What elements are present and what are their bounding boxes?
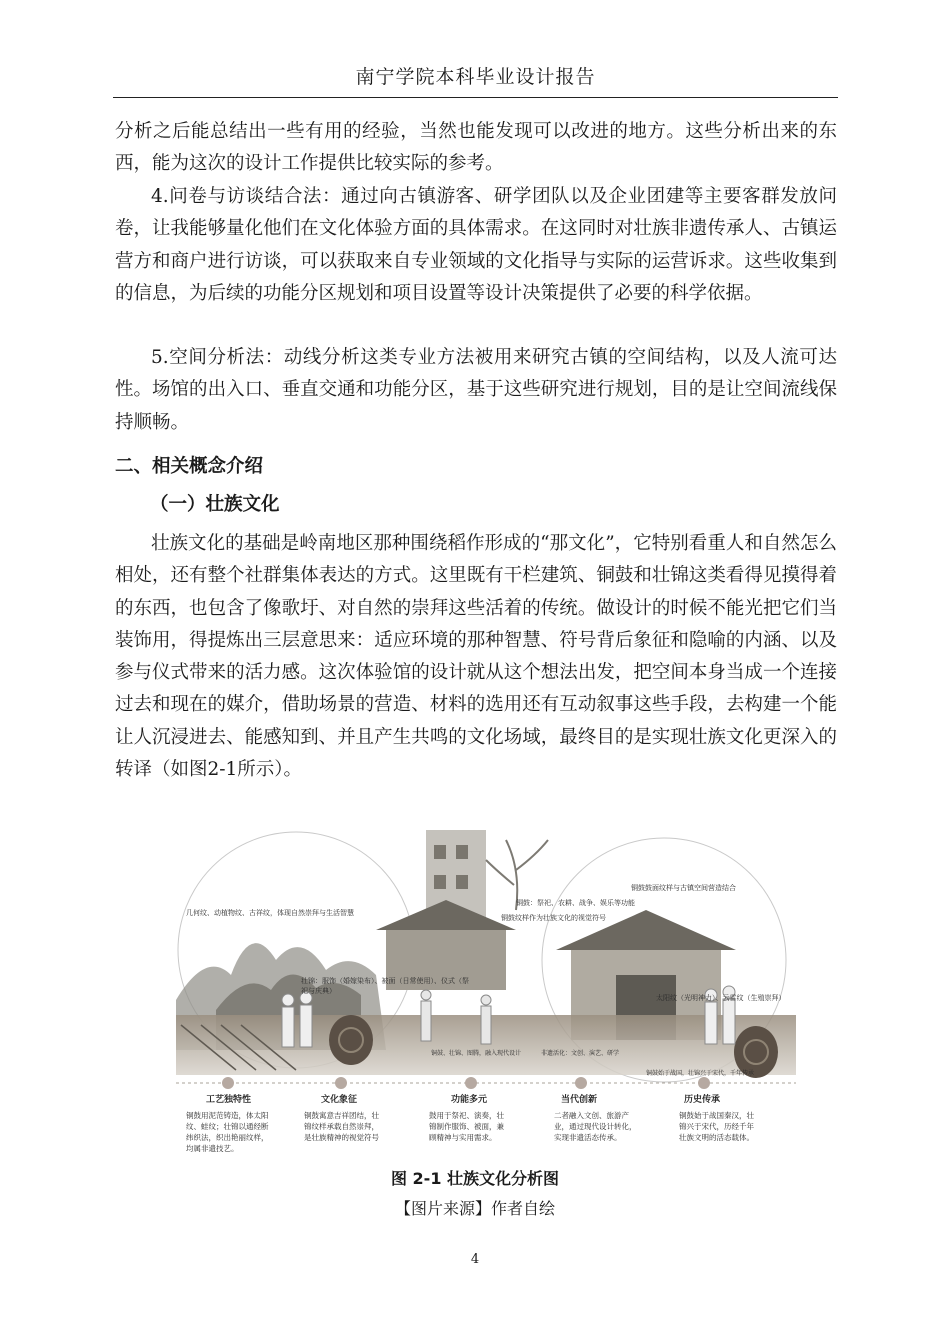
- annotation-heritage: 非遗活化：文创、演艺、研学: [541, 1050, 620, 1057]
- category-title-symbol: 文化象征: [321, 1095, 358, 1105]
- figure-caption-title: 图 2-1 壮族文化分析图: [390, 1169, 560, 1188]
- timeline-node-5: [698, 1077, 710, 1089]
- category-desc-symbol-2: 锦纹样承载自然崇拜，: [304, 1122, 379, 1131]
- category-desc-symbol-1: 铜鼓寓意吉祥团结，壮: [304, 1111, 379, 1120]
- paragraph-method-4: 4.问卷与访谈结合法：通过向古镇游客、研学团队以及企业团建等主要客群发放问卷，让我能够量化他们在文化体验方面的具体需求。在这同时对壮族非遗传承人、古镇运营方和商户进行访谈，可以获取来自专业领域的文化指导与实际的运营诉求。这些收集到的信息，为后续的功能分区规划和项目设置等设计决策提供了必要的科学依据。: [115, 186, 837, 304]
- timeline-node-4: [575, 1077, 587, 1089]
- category-desc-innovation-2: 业，通过现代设计转化，: [554, 1122, 637, 1131]
- category-desc-craft-3: 纬织法，织出艳丽纹样，: [186, 1133, 269, 1142]
- page-number: 4: [470, 1252, 480, 1267]
- category-desc-craft-4: 均属非遗技艺。: [186, 1144, 239, 1153]
- category-desc-craft-1: 铜鼓用泥范铸造，体太阳: [186, 1111, 269, 1120]
- stilt-house-roof: [376, 900, 516, 930]
- annotation-modern: 铜鼓、壮锦、图腾，融入现代设计: [431, 1050, 522, 1057]
- figure-zhuang-culture-analysis: [176, 800, 796, 1180]
- category-desc-innovation-3: 实现非遗活态传承。: [554, 1133, 622, 1142]
- section-heading: 二、相关概念介绍: [115, 456, 264, 477]
- category-title-craft: 工艺独特性: [206, 1095, 252, 1105]
- category-title-history: 历史传承: [684, 1095, 721, 1105]
- category-desc-function-3: 顾精神与实用需求。: [429, 1133, 497, 1142]
- category-desc-craft-2: 纹、蛙纹；壮锦以通经断: [186, 1122, 269, 1131]
- header-rule: [113, 97, 838, 98]
- paragraph-zhuang-culture: 壮族文化的基础是岭南地区那种围绕稻作形成的“那文化”，它特别看重人和自然怎么相处，还有整个社群集体表达的方式。这里既有干栏建筑、铜鼓和壮锦这类看得见摸得着的东西，也包含了像歌圩、对自然的崇拜这些活着的传统。做设计的时候不能光把它们当装饰用，得提炼出三层意思来：适应环境的那种智慧、符号背后象征和隐喻的内涵、以及参与仪式带来的活力感。这次体验馆的设计就从这个想法出发，把空间本身当成一个连接过去和现在的媒介，借助场景的营造、材料的选用还有互动叙事这些手段，去构建一个能让人沉浸进去、能感知到、并且产生共鸣的文化场域，最终目的是实现壮族文化更深入的转译（如图2-1所示）。: [115, 533, 837, 781]
- category-desc-innovation-1: 二者融入文创、旅游产: [554, 1111, 629, 1120]
- annotation-history: 铜鼓始于战国，壮锦兴于宋代，千年传承: [646, 1070, 755, 1077]
- category-desc-symbol-3: 是壮族精神的视觉符号: [304, 1133, 379, 1142]
- annotation-brocade-2: 祀与庆典）: [301, 987, 336, 995]
- category-title-innovation: 当代创新: [561, 1095, 598, 1105]
- category-desc-history-2: 锦兴于宋代，历经千年: [679, 1122, 754, 1131]
- category-title-function: 功能多元: [451, 1095, 488, 1105]
- annotation-space: 铜鼓鼓面纹样与古镇空间营造结合: [631, 884, 736, 892]
- category-desc-history-3: 壮族文明的活态载体。: [679, 1133, 754, 1142]
- annotation-drum-symbol: 铜鼓纹样作为壮族文化的视觉符号: [501, 914, 606, 922]
- annotation-brocade: 壮锦：服饰（婚嫁染布）、被面（日常使用）、仪式（祭: [301, 977, 469, 985]
- annotation-pattern: 几何纹、动植物纹、古祥纹，体现自然崇拜与生活智慧: [186, 909, 354, 917]
- paragraph-continued: 分析之后能总结出一些有用的经验，当然也能发现可以改进的地方。这些分析出来的东西，能为这次的设计工作提供比较实际的参考。: [115, 121, 837, 175]
- annotation-drum-function: 铜鼓：祭祀、农耕、战争、娱乐等功能: [516, 899, 635, 907]
- page-header-title: 南宁学院本科毕业设计报告: [355, 66, 596, 88]
- bronze-drum-left: [329, 1015, 373, 1065]
- paragraph-method-5: 5.空间分析法：动线分析这类专业方法被用来研究古镇的空间结构，以及人流可达性。场馆的出入口、垂直交通和功能分区，基于这些研究进行规划，目的是让空间流线保持顺畅。: [115, 347, 837, 433]
- annotation-sun-pattern: 太阳纹（光明神力）、云雷纹（生殖崇拜）: [656, 994, 786, 1002]
- subsection-heading: （一）壮族文化: [150, 494, 280, 515]
- timeline-node-1: [222, 1077, 234, 1089]
- figure-caption-source: 【图片来源】作者自绘: [394, 1199, 555, 1218]
- category-desc-function-2: 锦制作服饰、被面，兼: [429, 1122, 504, 1131]
- figure-illustration: [176, 800, 796, 1180]
- category-desc-history-1: 铜鼓始于战国秦汉，壮: [679, 1111, 754, 1120]
- timeline-node-3: [465, 1077, 477, 1089]
- timeline-node-2: [335, 1077, 347, 1089]
- category-desc-function-1: 鼓用于祭祀、演奏，壮: [429, 1111, 504, 1120]
